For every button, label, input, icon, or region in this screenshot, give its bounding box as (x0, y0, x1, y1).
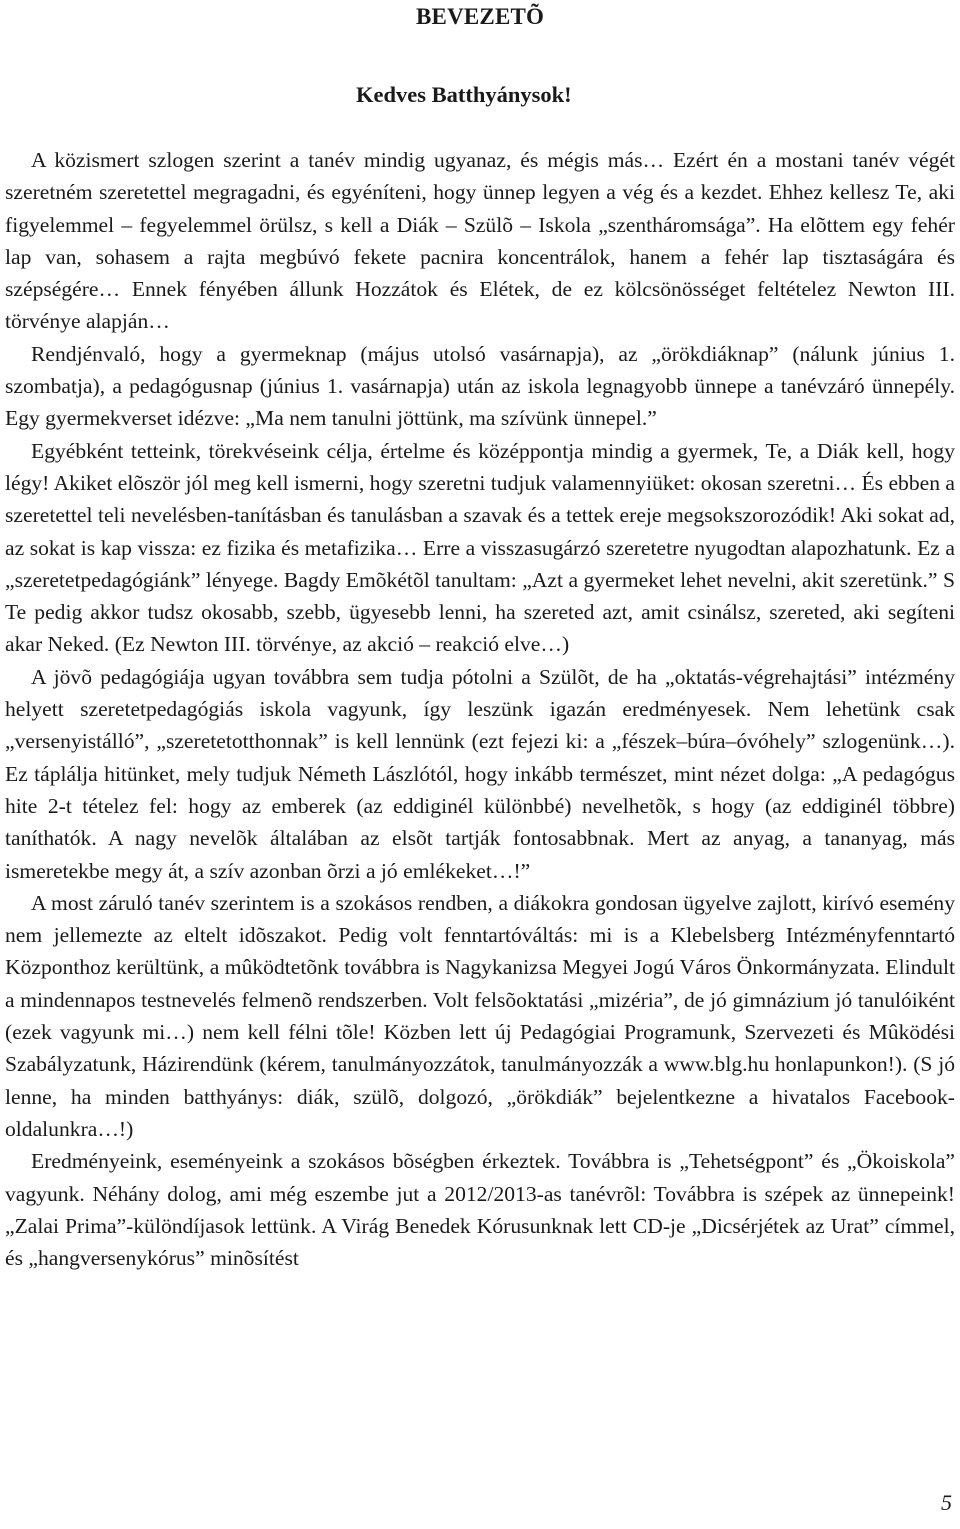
page-heading: BEVEZETÕ (416, 4, 545, 29)
greeting-line: Kedves Batthyánysok! (356, 82, 572, 107)
body-text (5, 144, 955, 1274)
paragraph-6: Eredményeink, eseményeink a szokásos bõségben érkeztek. Továbbra is „Tehetségpont” és „Ökoiskola” vagyunk. Néhány dolog, ami még eszembe jut a 2012/2013-as tanévrõl: Továbbra is szépek az ünnepeink! „Zalai Prima”-különdíjasok lettünk. A Virág Benedek Kórusunknak lett CD-je „Dicsérjétek az Urat” címmel, és „hangversenykórus” minõsítést (5, 1149, 955, 1271)
paragraph-5: A most záruló tanév szerintem is a szokásos rendben, a diákokra gondosan ügyelve zajlott, kirívó esemény nem jellemezte az eltelt idõszakot. Pedig volt fenntartóváltás: mi is a Klebelsberg Intézményfenntartó Központhoz kerültünk, a mûködtetõnk továbbra is Nagykanizsa Megyei Jogú Város Önkormányzata. Elindult a mindennapos testnevelés felmenõ rendszerben. Volt felsõoktatási „mizéria”, de jó gimnázium jó tanulóiként (ezek vagyunk mi…) nem kell félni tõle! Közben lett új Pedagógiai Programunk, Szervezeti és Mûködési Szabályzatunk, Házirendünk (kérem, tanulmányozzátok, tanulmányozzák a www.blg.hu honlapunkon!). (S jó lenne, ha minden batthyánys: diák, szülõ, dolgozó, „örökdiák” bejelentkezne a hivatalos Facebook-oldalunkra…!) (5, 890, 955, 1141)
paragraph-2: Rendjénvaló, hogy a gyermeknap (május utolsó vasárnapja), az „örökdiáknap” (nálunk június 1. szombatja), a pedagógusnap (június 1. vasárnapja) után az iskola legnagyobb ünnepe a tanévzáró ünnepély. Egy gyermekverset idézve: „Ma nem tanulni jöttünk, ma szívünk ünnepel.” (5, 341, 955, 431)
page-number: 5 (941, 1490, 952, 1515)
paragraph-4: A jövõ pedagógiája ugyan továbbra sem tudja pótolni a Szülõt, de ha „oktatás-végrehajtási” intézmény helyett szeretetpedagógiás iskola vagyunk, így leszünk igazán eredményesek. Nem lehetünk csak „versenyistálló”, „szeretetotthonnak” is kell lennünk (ezt fejezi ki: a „fészek–búra–óvóhely” szlogenünk…). Ez táplálja hitünket, mely tudjuk Németh Lászlótól, hogy inkább természet, mint nézet dolga: „A pedagógus hite 2-t tételez fel: hogy az emberek (az eddiginél különbbé) nevelhetõk, s hogy (az eddiginél többre) taníthatók. A nagy nevelõk általában az elsõt tartják fontosabbnak. Mert az anyag, a tananyag, más ismeretekbe megy át, a szív azonban õrzi a jó emlékeket…!” (5, 664, 955, 883)
paragraph-3: Egyébként tetteink, törekvéseink célja, értelme és középpontja mindig a gyermek, Te, a Diák kell, hogy légy! Akiket elõször jól meg kell ismerni, hogy szeretni tudjuk valamennyiüket: okosan szeretni… És ebben a szeretettel teli nevelésben-tanításban és tanulásban a szavak és a tettek ereje megsokszorozódik! Aki sokat ad, az sokat is kap vissza: ez fizika és metafizika… Erre a visszasugárzó szeretetre nyugodtan alapozhatunk. Ez a „szeretetpedagógiánk” lényege. Bagdy Emõkétõl tanultam: „Azt a gyermeket lehet nevelni, akit szeretünk.” S Te pedig akkor tudsz okosabb, szebb, ügyesebb lenni, ha szereted azt, amit csinálsz, szereted, aki segíteni akar Neked. (Ez Newton III. törvénye, az akció – reakció elve…) (5, 438, 955, 657)
paragraph-1: A közismert szlogen szerint a tanév mindig ugyanaz, és mégis más… Ezért én a mostani tanév végét szeretném szeretettel megragadni, és egyéníteni, hogy ünnep legyen a vég és a kezdet. Ehhez kellesz Te, aki figyelemmel – fegyelemmel örülsz, s kell a Diák – Szülõ – Iskola „szentháromsága”. Ha elõttem egy fehér lap van, sohasem a rajta megbúvó fekete pacnira koncentrálok, hanem a fehér lap tisztaságára és szépségére… Ennek fényében állunk Hozzátok és Elétek, de ez kölcsönösséget feltételez Newton III. törvénye alapján… (5, 148, 955, 334)
